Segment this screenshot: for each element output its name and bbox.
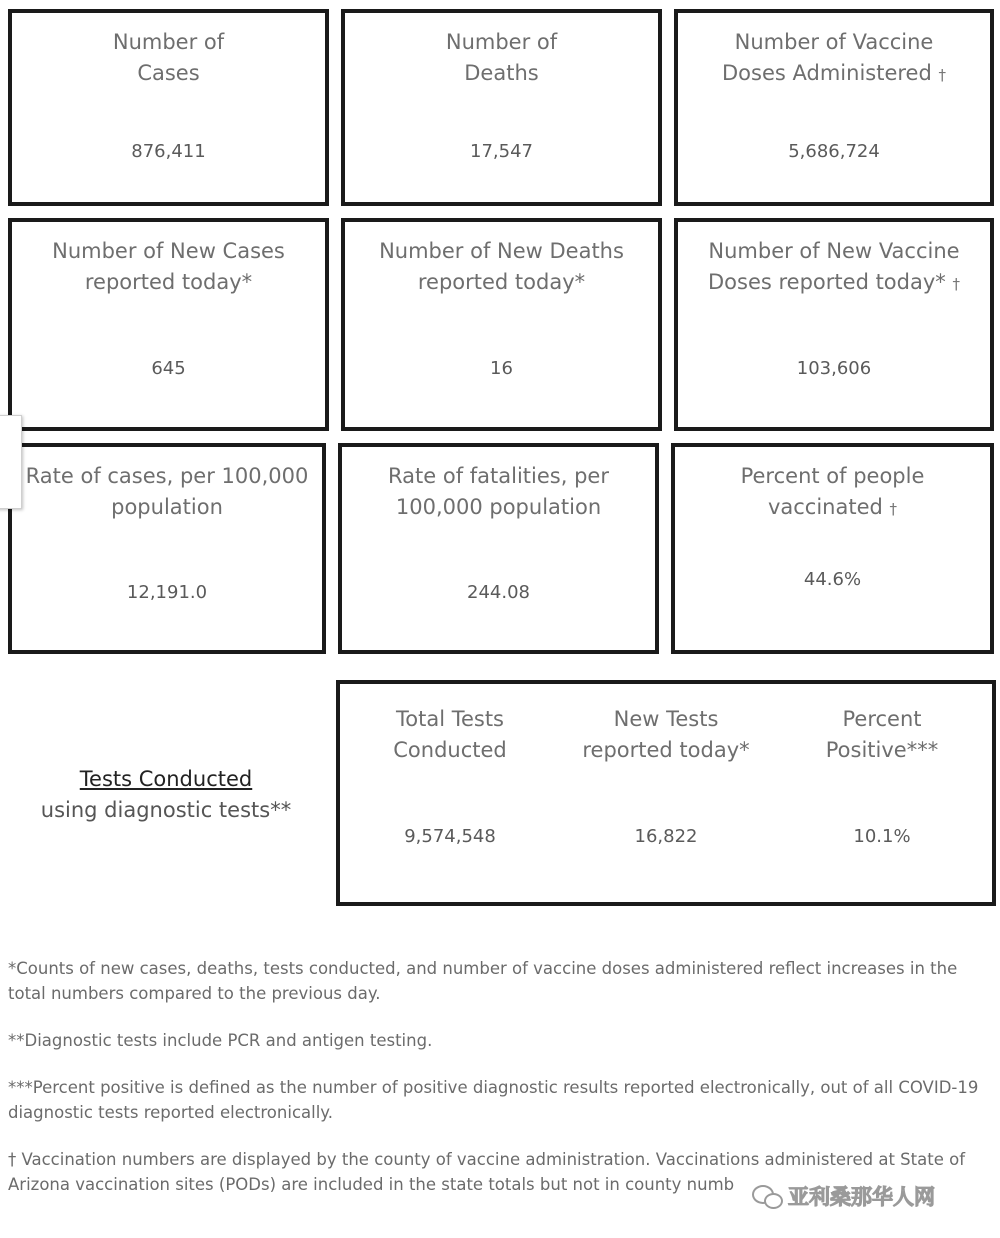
percent-vaccinated-card (671, 443, 994, 654)
footnote-diagnostic-tests: **Diagnostic tests include PCR and antigen testing. (8, 1031, 433, 1050)
card-title: Number of Cases (112, 30, 225, 85)
watermark (752, 1176, 992, 1216)
card-value: 16,822 (634, 826, 698, 847)
card-value: 5,686,724 (788, 141, 880, 162)
footnote-percent-positive: ***Percent positive is defined as the number of positive diagnostic results reported electronically, out of all COVID-19 diagnostic tests reported electronically. (8, 1078, 979, 1122)
card-value: 16 (490, 358, 513, 379)
new-cases-card (8, 218, 329, 431)
card-value: 244.08 (467, 582, 530, 603)
vaccine-doses-card (674, 9, 994, 206)
case-rate-card (8, 443, 326, 654)
card-title: New Tests reported today* (582, 707, 750, 762)
card-value: 876,411 (131, 141, 206, 162)
card-title: Total Tests Conducted (393, 707, 507, 762)
card-title: Number of Vaccine Doses Administered † (722, 30, 946, 85)
tests-card (336, 680, 996, 906)
new-vaccine-doses-card (674, 218, 994, 431)
percent-positive-column (772, 684, 992, 902)
footnote-vaccination: † Vaccination numbers are displayed by the county of vaccine administration. Vaccinations administered at State of Arizona vaccination sites (PODs) are included in the state totals but not in county numb (8, 1150, 965, 1194)
deaths-card (341, 9, 662, 206)
card-value: 645 (151, 358, 186, 379)
dagger-mark: † (938, 66, 946, 84)
side-panel-toggle[interactable] (0, 415, 22, 509)
card-value: 9,574,548 (404, 826, 496, 847)
card-title: Number of Deaths (445, 30, 558, 85)
new-tests-column (556, 684, 776, 902)
card-title: Number of New Cases reported today* (52, 239, 285, 294)
card-value: 44.6% (803, 569, 862, 590)
tests-conducted-subtitle: using diagnostic tests** (40, 798, 292, 822)
footnote-new-counts: *Counts of new cases, deaths, tests conducted, and number of vaccine doses administered reflect increases in the total numbers compared to the previous day. (8, 959, 958, 1003)
watermark-text: 亚利桑那华人网 (788, 1185, 935, 1209)
card-value: 12,191.0 (126, 582, 208, 603)
card-value: 10.1% (853, 826, 911, 847)
dagger-mark: † (952, 275, 960, 293)
card-value: 17,547 (470, 141, 533, 162)
new-deaths-card (341, 218, 662, 431)
total-tests-column (340, 684, 560, 902)
card-title: Percent of people vaccinated † (740, 464, 925, 519)
card-title: Percent Positive*** (825, 707, 939, 762)
card-title: Number of New Vaccine Doses reported today* † (708, 239, 960, 294)
tests-conducted-label (10, 764, 322, 826)
fatality-rate-card (338, 443, 659, 654)
card-title: Rate of cases, per 100,000 population (25, 464, 309, 519)
tests-conducted-link[interactable]: Tests Conducted (79, 767, 253, 791)
cases-card (8, 9, 329, 206)
card-title: Rate of fatalities, per 100,000 population (388, 464, 609, 519)
card-value: 103,606 (796, 358, 872, 379)
dagger-mark: † (889, 500, 898, 518)
wechat-icon (752, 1183, 782, 1209)
card-title: Number of New Deaths reported today* (379, 239, 624, 294)
